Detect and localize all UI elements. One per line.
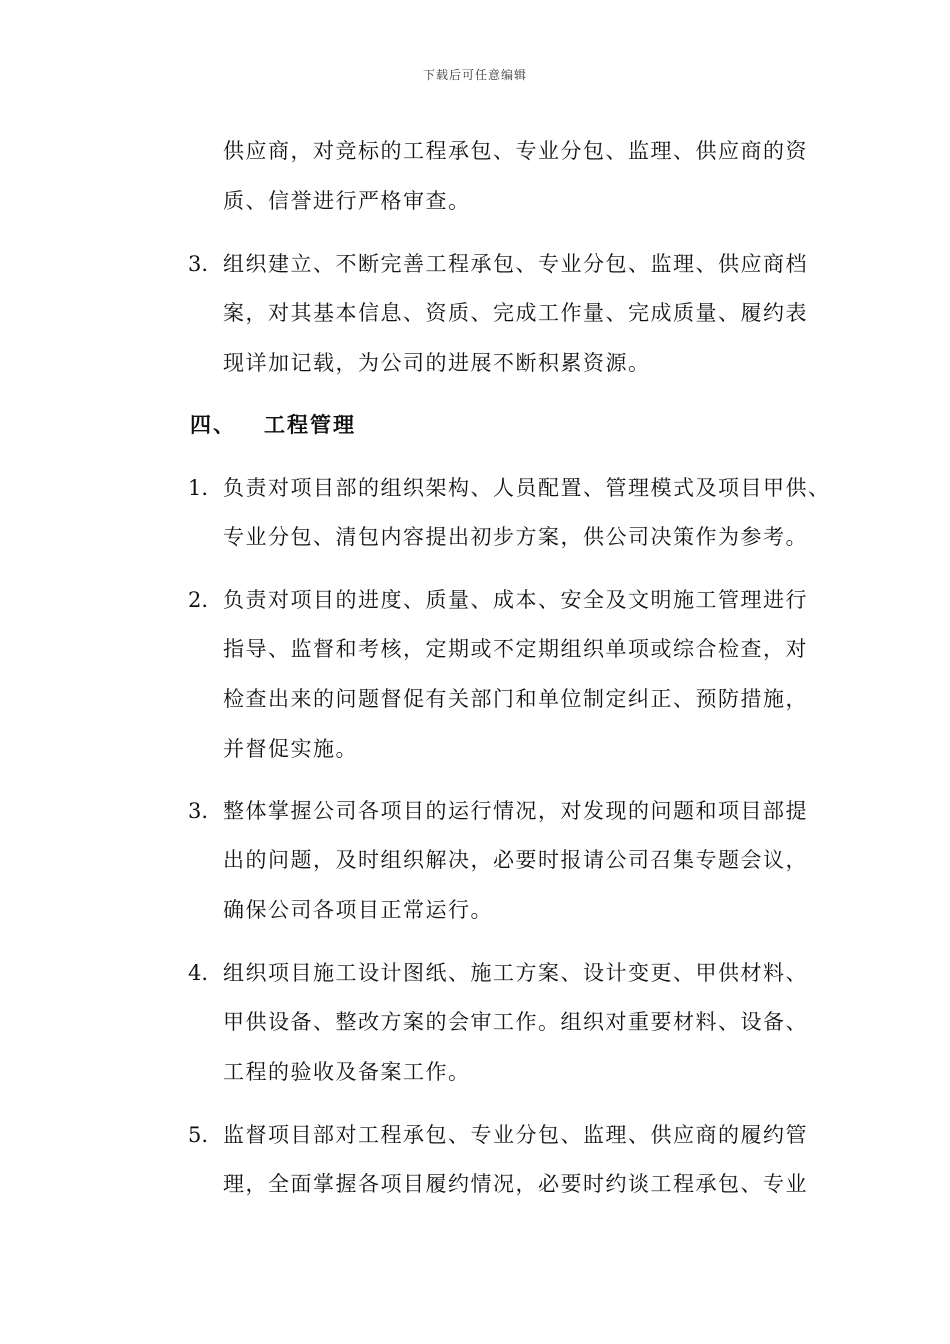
paragraph-line: 负责对项目部的组织架构、人员配置、管理模式及项目甲供、 [223, 476, 831, 500]
paragraph-line: 组织项目施工设计图纸、施工方案、设计变更、甲供材料、 [223, 961, 808, 985]
list-number: 3. [188, 252, 209, 276]
section-title: 工程管理 [264, 412, 356, 437]
paragraph-line: 案，对其基本信息、资质、完成工作量、完成质量、履约表 [223, 301, 808, 325]
list-number: 4. [188, 961, 209, 985]
list-number: 1. [188, 476, 209, 500]
paragraph-line: 质、信誉进行严格审查。 [223, 189, 471, 213]
paragraph-line: 工程的验收及备案工作。 [223, 1060, 471, 1084]
paragraph-line: 现详加记载，为公司的进展不断积累资源。 [223, 351, 651, 375]
paragraph-line: 监督项目部对工程承包、专业分包、监理、供应商的履约管 [223, 1123, 808, 1147]
paragraph-line: 指导、监督和考核，定期或不定期组织单项或综合检查，对 [223, 637, 808, 661]
paragraph-line: 组织建立、不断完善工程承包、专业分包、监理、供应商档 [223, 252, 808, 276]
paragraph-line: 理，全面掌握各项目履约情况，必要时约谈工程承包、专业 [223, 1172, 808, 1196]
section-number: 四、 [190, 412, 236, 437]
paragraph-line: 整体掌握公司各项目的运行情况，对发现的问题和项目部提 [223, 799, 808, 823]
paragraph-line: 并督促实施。 [223, 737, 358, 761]
section-heading [190, 411, 356, 439]
list-number: 2. [188, 588, 209, 612]
page-header: 下载后可任意编辑 [422, 68, 527, 82]
paragraph-line: 检查出来的问题督促有关部门和单位制定纠正、预防措施， [223, 687, 808, 711]
paragraph-line: 专业分包、清包内容提出初步方案，供公司决策作为参考。 [223, 525, 808, 549]
paragraph-line: 确保公司各项目正常运行。 [223, 898, 493, 922]
paragraph-line: 供应商，对竞标的工程承包、专业分包、监理、供应商的资 [223, 139, 808, 163]
paragraph-line: 甲供设备、整改方案的会审工作。组织对重要材料、设备、 [223, 1010, 808, 1034]
paragraph-line: 负责对项目的进度、质量、成本、安全及文明施工管理进行 [223, 588, 808, 612]
list-number: 5. [188, 1123, 209, 1147]
list-number: 3. [188, 799, 209, 823]
paragraph-line: 出的问题，及时组织解决，必要时报请公司召集专题会议， [223, 848, 808, 872]
